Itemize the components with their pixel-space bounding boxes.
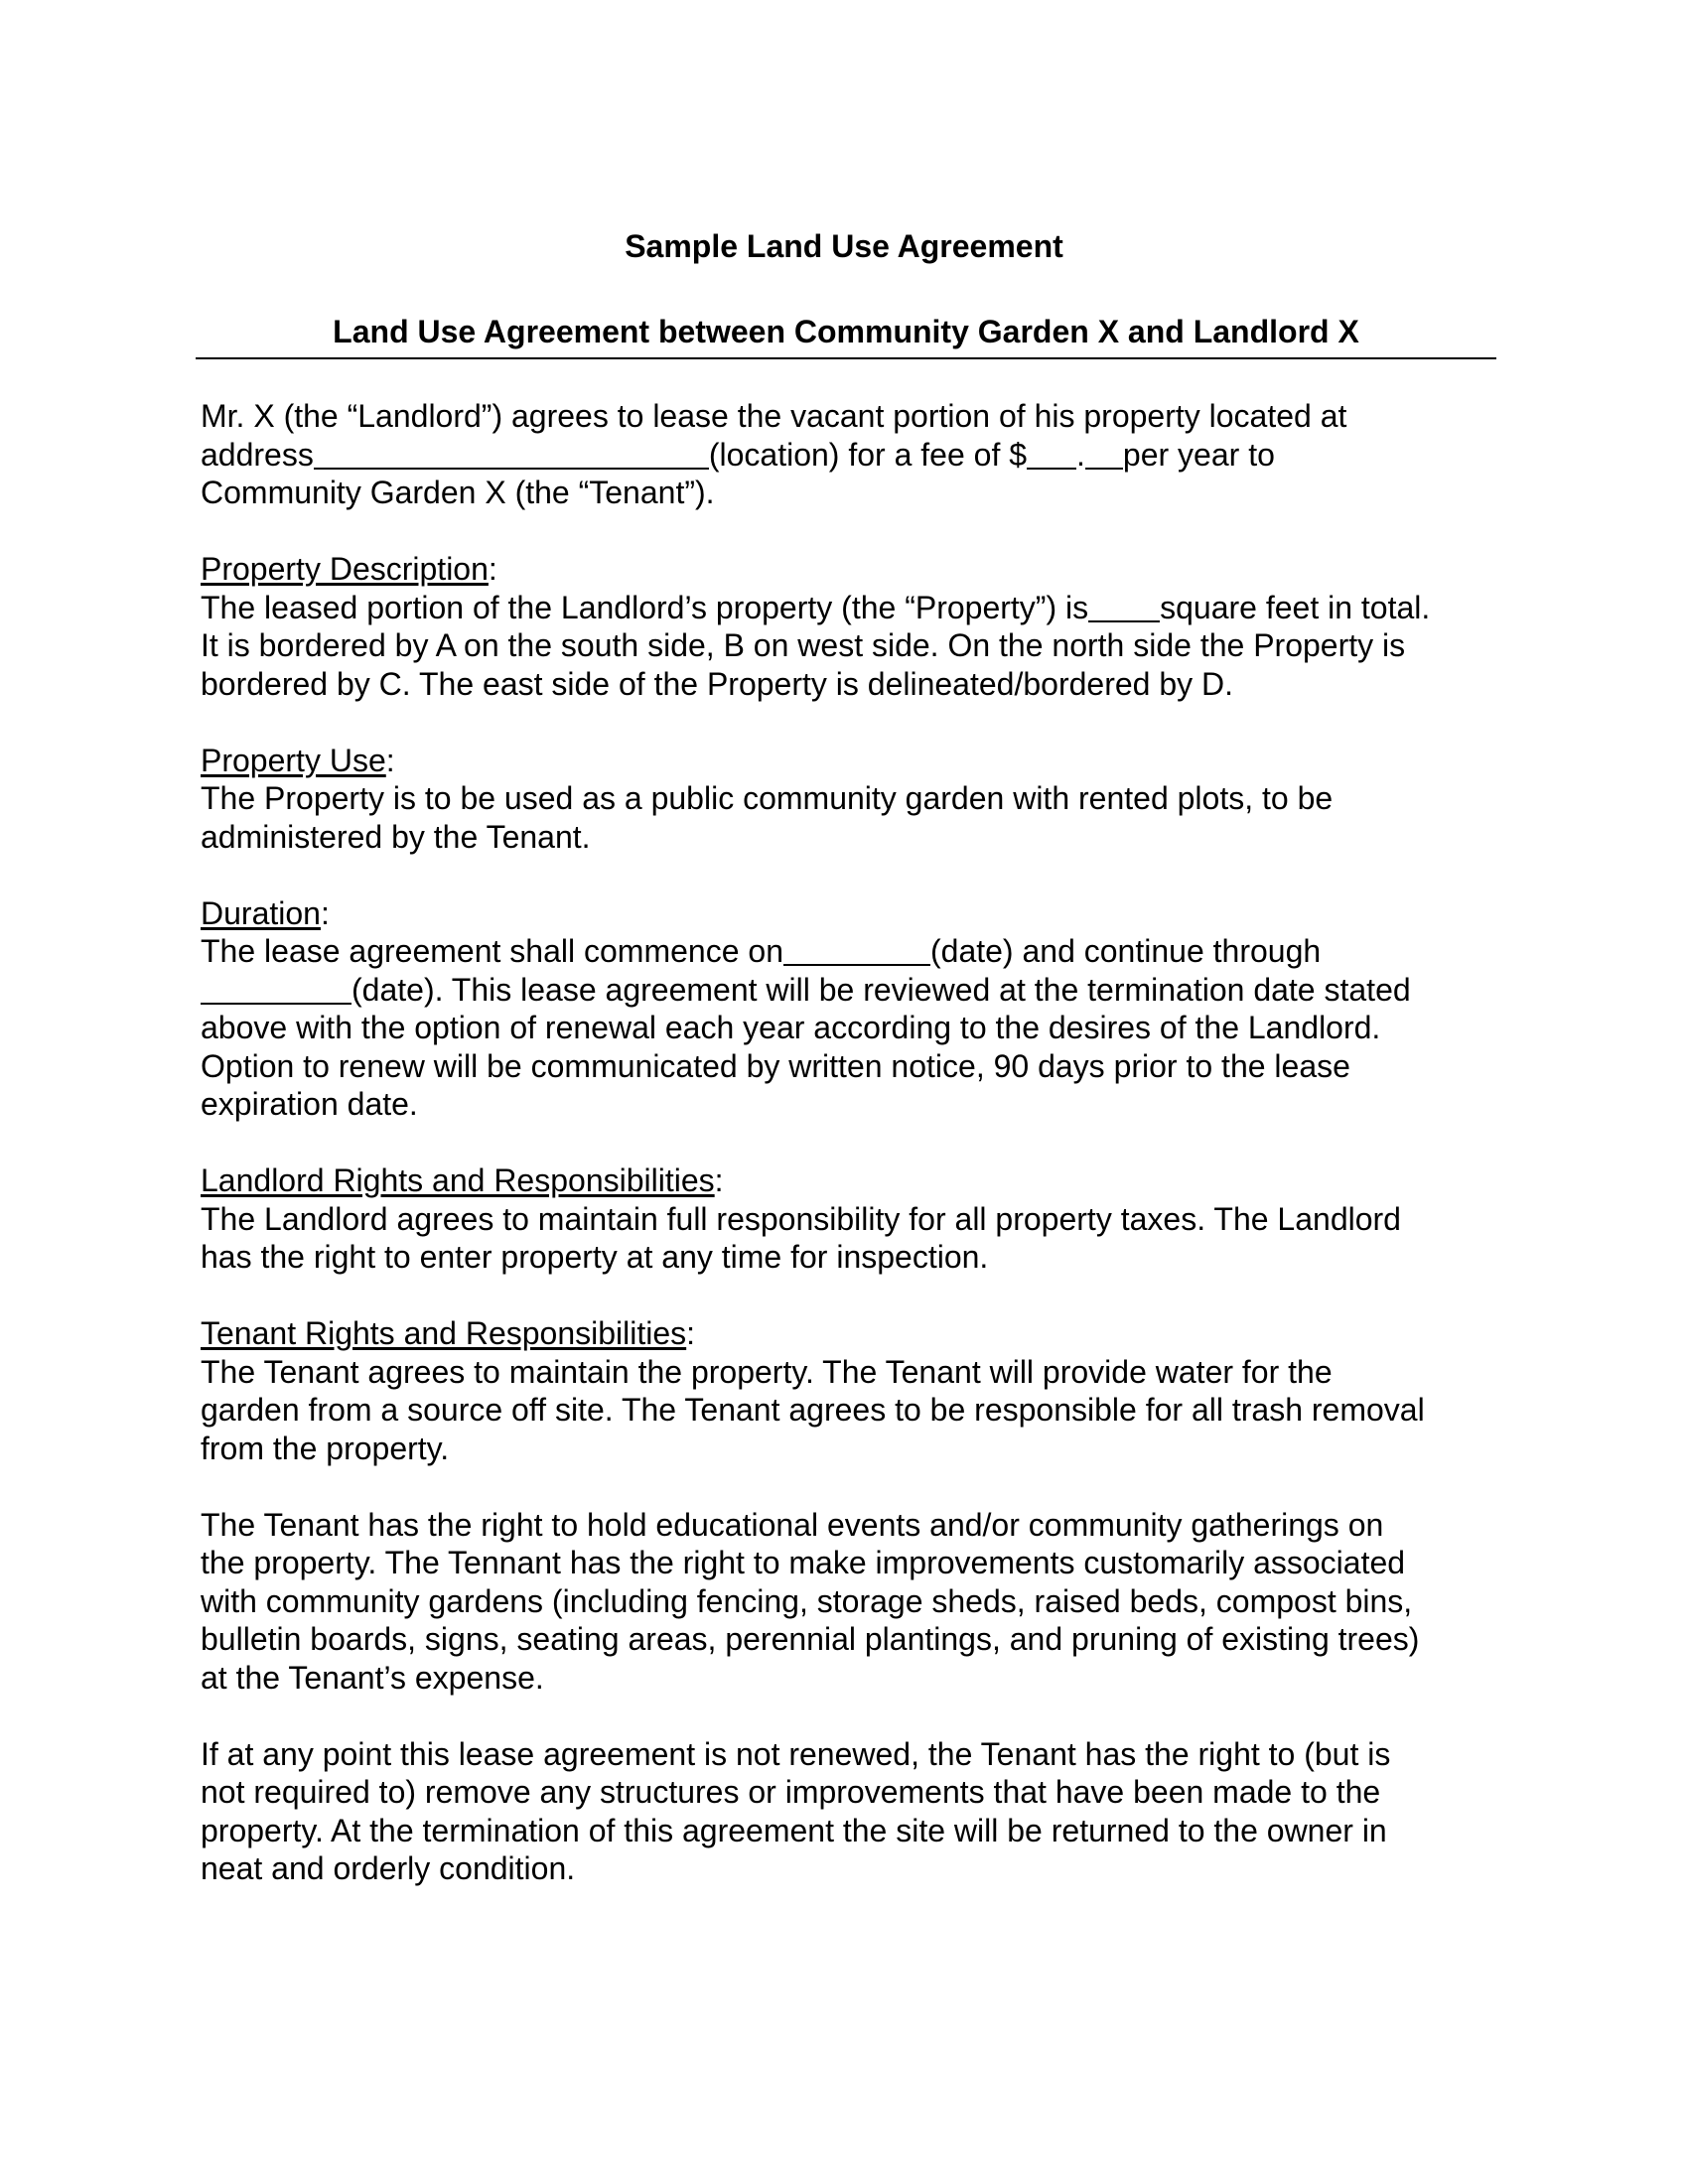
section-line: at the Tenant’s expense. <box>201 1659 544 1696</box>
address-blank <box>314 442 709 470</box>
heading-colon: : <box>385 742 395 778</box>
location-fee-text: (location) for a fee of $ <box>708 436 1028 473</box>
square-feet-blank <box>1088 595 1160 622</box>
intro-line: Community Garden X (the “Tenant”). <box>201 475 715 510</box>
heading-colon: : <box>686 1315 696 1351</box>
section-landlord-rights <box>201 1161 1501 1277</box>
section-line: The Property is to be used as a public community garden with rented plots, to be <box>201 780 1334 816</box>
section-heading-text: Property Use <box>201 742 386 778</box>
section-line: (date) and continue through <box>929 933 1322 969</box>
section-line: The lease agreement shall commence on <box>201 933 783 969</box>
section-line: Option to renew will be communicated by written notice, 90 days prior to the lease <box>201 1047 1350 1084</box>
section-heading <box>201 1161 1501 1200</box>
fee-dollars-blank <box>1027 442 1076 470</box>
section-property-use <box>201 742 1501 857</box>
section-line: bulletin boards, signs, seating areas, perennial plantings, and pruning of existing trees) <box>201 1621 1420 1657</box>
section-heading-text: Landlord Rights and Responsibilities <box>201 1162 715 1198</box>
section-heading <box>201 894 1501 933</box>
heading-rule <box>196 357 1496 359</box>
section-line: bordered by C. The east side of the Property is delineated/bordered by D. <box>201 665 1234 702</box>
document-body <box>201 397 1501 1926</box>
tenant-events-paragraph <box>201 1506 1501 1698</box>
section-line: garden from a source off site. The Tenant agrees to be responsible for all trash removal <box>201 1392 1425 1428</box>
document-title: Sample Land Use Agreement <box>625 228 1063 264</box>
section-heading-text: Duration <box>201 894 321 931</box>
heading-colon: : <box>714 1162 724 1198</box>
section-duration <box>201 894 1501 1124</box>
heading-colon: : <box>320 894 330 931</box>
section-line: It is bordered by A on the south side, B on west side. On the north side the Property is <box>201 627 1406 663</box>
section-line: The Tenant agrees to maintain the property. The Tenant will provide water for the <box>201 1353 1333 1390</box>
per-year-text: per year to <box>1122 436 1275 473</box>
section-line: (date). This lease agreement will be reviewed at the termination date stated <box>352 971 1411 1008</box>
section-line: with community gardens (including fencing, storage sheds, raised beds, compost bins, <box>201 1582 1413 1619</box>
section-heading <box>201 1314 1501 1353</box>
section-line: has the right to enter property at any time for inspection. <box>201 1239 989 1275</box>
section-heading <box>201 742 1501 780</box>
intro-paragraph <box>201 397 1501 512</box>
fee-cents-blank <box>1085 442 1123 470</box>
section-line: expiration date. <box>201 1086 418 1122</box>
section-tenant-rights <box>201 1314 1501 1467</box>
section-heading-text: Tenant Rights and Responsibilities <box>201 1315 687 1351</box>
fee-decimal: . <box>1076 436 1085 473</box>
end-date-blank <box>201 977 352 1005</box>
section-line: If at any point this lease agreement is not renewed, the Tenant has the right to (but is <box>201 1735 1391 1772</box>
section-line: above with the option of renewal each year according to the desires of the Landlord. <box>201 1010 1381 1045</box>
section-line: from the property. <box>201 1430 450 1466</box>
section-line: The Tenant has the right to hold educational events and/or community gatherings on <box>201 1506 1384 1543</box>
section-line: administered by the Tenant. <box>201 818 591 855</box>
agreement-heading: Land Use Agreement between Community Garden X and Landlord X <box>333 314 1359 349</box>
tenant-termination-paragraph <box>201 1735 1501 1888</box>
heading-colon: : <box>488 551 497 587</box>
section-line: property. At the termination of this agreement the site will be returned to the owner in <box>201 1812 1387 1848</box>
section-line: The Landlord agrees to maintain full responsibility for all property taxes. The Landlord <box>201 1200 1401 1237</box>
section-heading <box>201 550 1501 589</box>
intro-line: Mr. X (the “Landlord”) agrees to lease the vacant portion of his property located at <box>201 398 1347 434</box>
section-line: The leased portion of the Landlord’s property (the “Property”) is <box>201 589 1089 625</box>
start-date-blank <box>783 938 930 966</box>
section-line: square feet in total. <box>1160 589 1431 625</box>
address-label: address <box>201 436 314 473</box>
section-line: neat and orderly condition. <box>201 1850 576 1886</box>
section-property-description <box>201 550 1501 703</box>
section-line: not required to) remove any structures or improvements that have been made to the <box>201 1774 1381 1810</box>
section-heading-text: Property Description <box>201 551 489 587</box>
section-line: the property. The Tennant has the right to make improvements customarily associated <box>201 1545 1406 1580</box>
